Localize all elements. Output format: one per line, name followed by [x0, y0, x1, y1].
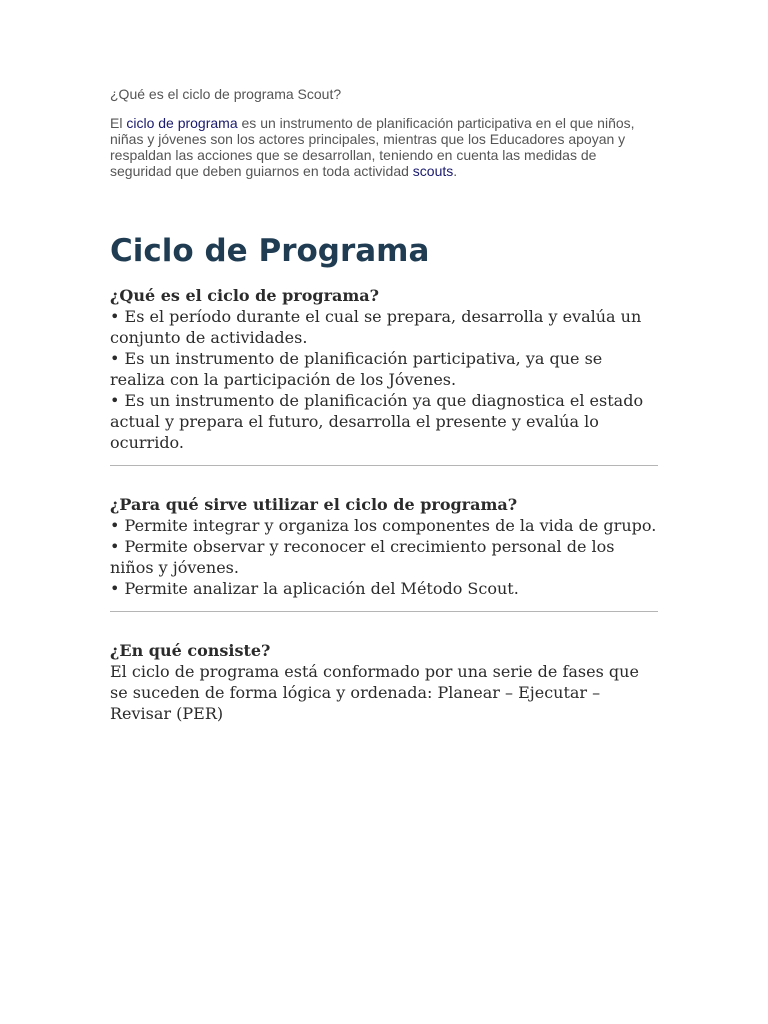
- section-divider: [110, 611, 658, 612]
- bullet-line: • Permite integrar y organiza los componentes de la vida de grupo.: [110, 516, 657, 535]
- bullet-line: • Permite analizar la aplicación del Método Scout.: [110, 579, 519, 598]
- intro-text-middle: es un instrumento de planificación participativa en el que niños, niñas y jóvenes son los actores principales, mientras que los Educadores apoyan y respaldan las acciones que se desarrollan, teniendo en cuenta las medidas de seguridad que deben guiarnos en toda actividad: [110, 115, 635, 179]
- intro-block: [110, 0, 658, 179]
- paragraph-line: El ciclo de programa está conformado por una serie de fases que se suceden de forma lógica y ordenada: Planear – Ejecutar – Revisar (PER): [110, 662, 639, 723]
- intro-text-end: .: [453, 163, 458, 179]
- section-title: ¿Para qué sirve utilizar el ciclo de programa?: [110, 495, 518, 514]
- section-title: ¿En qué consiste?: [110, 641, 271, 660]
- section-what-is: [110, 285, 658, 453]
- page-title: Ciclo de Programa: [110, 233, 430, 269]
- section-divider: [110, 465, 658, 466]
- ciclo-de-programa-link[interactable]: ciclo de programa: [126, 115, 238, 131]
- bullet-line: • Es el período durante el cual se prepara, desarrolla y evalúa un conjunto de actividades.: [110, 307, 642, 347]
- bullet-line: • Es un instrumento de planificación participativa, ya que se realiza con la participación de los Jóvenes.: [110, 349, 603, 389]
- section-title: ¿Qué es el ciclo de programa?: [110, 286, 380, 305]
- scouts-link[interactable]: scouts: [412, 163, 454, 179]
- intro-text-start: El: [110, 115, 127, 131]
- bullet-line: • Es un instrumento de planificación ya que diagnostica el estado actual y prepara el futuro, desarrolla el presente y evalúa lo ocurrido.: [110, 391, 644, 452]
- bullet-line: • Permite observar y reconocer el crecimiento personal de los niños y jóvenes.: [110, 537, 615, 577]
- section-purpose: [110, 494, 658, 599]
- intro-paragraph: [110, 115, 658, 179]
- intro-question: ¿Qué es el ciclo de programa Scout?: [110, 86, 342, 102]
- section-consists: [110, 640, 658, 724]
